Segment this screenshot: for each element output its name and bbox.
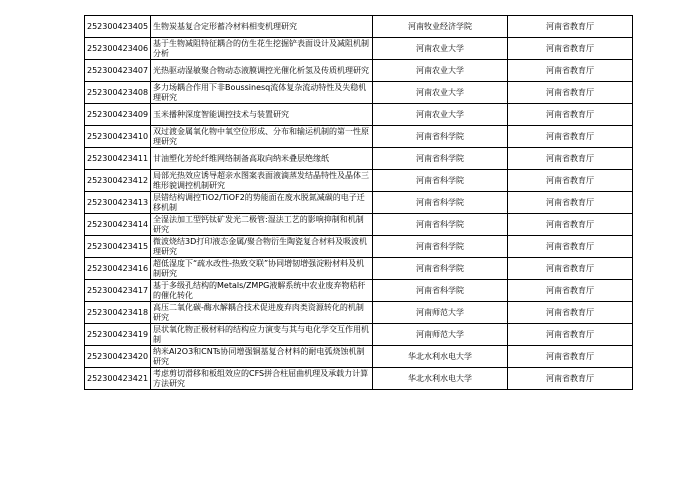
project-id-cell: 252300423412: [85, 170, 151, 192]
department-cell: 河南省教育厅: [508, 236, 633, 258]
department-cell: 河南省教育厅: [508, 258, 633, 280]
table-row: [85, 126, 633, 148]
department-cell: 河南省教育厅: [508, 214, 633, 236]
institution-cell: 河南农业大学: [373, 60, 508, 82]
project-title-cell: 超低湿度下“疏水改性-热致交联”协同增韧增强淀粉材料及机制研究: [151, 258, 373, 280]
project-title-cell: 层状氧化物正极材料的结构应力演变与其与电化学交互作用机制: [151, 324, 373, 346]
department-cell: 河南省教育厅: [508, 346, 633, 368]
department-cell: 河南省教育厅: [508, 324, 633, 346]
project-id-cell: 252300423405: [85, 16, 151, 38]
table-row: [85, 82, 633, 104]
project-title-cell: 层错结构调控TiO2/TiOF2的势能面在废水脱氮减碳的电子迁移机制: [151, 192, 373, 214]
table-row: [85, 280, 633, 302]
table-row: [85, 170, 633, 192]
institution-cell: 河南师范大学: [373, 302, 508, 324]
table-body: [85, 16, 633, 390]
department-cell: 河南省教育厅: [508, 126, 633, 148]
project-id-cell: 252300423413: [85, 192, 151, 214]
institution-cell: 河南省科学院: [373, 258, 508, 280]
table-row: [85, 214, 633, 236]
institution-cell: 河南省科学院: [373, 170, 508, 192]
table-row: [85, 324, 633, 346]
table-row: [85, 38, 633, 60]
department-cell: 河南省教育厅: [508, 368, 633, 390]
institution-cell: 华北水利水电大学: [373, 368, 508, 390]
project-id-cell: 252300423409: [85, 104, 151, 126]
project-title-cell: 光热驱动湿敏聚合物动态液膜调控光催化析氢及传质机理研究: [151, 60, 373, 82]
department-cell: 河南省教育厅: [508, 60, 633, 82]
project-title-cell: 玉米播种深度智能调控技术与装置研究: [151, 104, 373, 126]
project-id-cell: 252300423416: [85, 258, 151, 280]
institution-cell: 河南省科学院: [373, 280, 508, 302]
project-table: [84, 15, 633, 390]
project-title-cell: 生物炭基复合定形蓄冷材料相变机理研究: [151, 16, 373, 38]
project-id-cell: 252300423418: [85, 302, 151, 324]
project-title-cell: 全湿法加工型钙钛矿发光二极管:湿法工艺的影响抑制和机制研究: [151, 214, 373, 236]
table-row: [85, 258, 633, 280]
project-title-cell: 基于多级孔结构的Metals/ZMPG液解系统中农业废弃物秸秆的催化转化: [151, 280, 373, 302]
table-row: [85, 302, 633, 324]
institution-cell: 河南农业大学: [373, 38, 508, 60]
project-title-cell: 基于生物减阻特征耦合的仿生花生挖掘铲表面设计及减阻机制分析: [151, 38, 373, 60]
department-cell: 河南省教育厅: [508, 148, 633, 170]
department-cell: 河南省教育厅: [508, 192, 633, 214]
project-id-cell: 252300423411: [85, 148, 151, 170]
project-title-cell: 多力场耦合作用下非Boussinesq流体复杂流动特性及失稳机理研究: [151, 82, 373, 104]
table-row: [85, 368, 633, 390]
project-id-cell: 252300423408: [85, 82, 151, 104]
table-row: [85, 236, 633, 258]
project-id-cell: 252300423414: [85, 214, 151, 236]
institution-cell: 河南师范大学: [373, 324, 508, 346]
project-id-cell: 252300423420: [85, 346, 151, 368]
institution-cell: 华北水利水电大学: [373, 346, 508, 368]
table-row: [85, 148, 633, 170]
table-row: [85, 60, 633, 82]
table-row: [85, 16, 633, 38]
institution-cell: 河南农业大学: [373, 82, 508, 104]
project-id-cell: 252300423419: [85, 324, 151, 346]
project-id-cell: 252300423415: [85, 236, 151, 258]
institution-cell: 河南牧业经济学院: [373, 16, 508, 38]
institution-cell: 河南省科学院: [373, 148, 508, 170]
department-cell: 河南省教育厅: [508, 16, 633, 38]
project-title-cell: 考虑剪切滑移和板组效应的CFS拼合柱屈曲机理及承载力计算方法研究: [151, 368, 373, 390]
department-cell: 河南省教育厅: [508, 280, 633, 302]
department-cell: 河南省教育厅: [508, 170, 633, 192]
table-row: [85, 104, 633, 126]
project-title-cell: 甘油塑化芳纶纤维网络制备高取向纳米叠层绝缘纸: [151, 148, 373, 170]
department-cell: 河南省教育厅: [508, 302, 633, 324]
project-id-cell: 252300423421: [85, 368, 151, 390]
table-row: [85, 346, 633, 368]
project-title-cell: 双过渡金属氧化物中氧空位形成、分布和输运机制的第一性原理研究: [151, 126, 373, 148]
project-title-cell: 局部光热效应诱导超亲水图案表面液滴蒸发结晶特性及晶体三维形貌调控机制研究: [151, 170, 373, 192]
department-cell: 河南省教育厅: [508, 82, 633, 104]
institution-cell: 河南省科学院: [373, 126, 508, 148]
project-id-cell: 252300423406: [85, 38, 151, 60]
institution-cell: 河南省科学院: [373, 214, 508, 236]
table-row: [85, 192, 633, 214]
institution-cell: 河南省科学院: [373, 236, 508, 258]
project-title-cell: 纳米Al2O3和CNTs协同增强铜基复合材料的耐电弧烧蚀机制研究: [151, 346, 373, 368]
department-cell: 河南省教育厅: [508, 38, 633, 60]
institution-cell: 河南农业大学: [373, 104, 508, 126]
department-cell: 河南省教育厅: [508, 104, 633, 126]
project-id-cell: 252300423417: [85, 280, 151, 302]
project-id-cell: 252300423410: [85, 126, 151, 148]
project-title-cell: 高压二氧化碳-酶水解耦合技术促进废弃肉类资源转化的机制研究: [151, 302, 373, 324]
project-id-cell: 252300423407: [85, 60, 151, 82]
project-title-cell: 微波烧结3D打印液态金属/聚合物衍生陶瓷复合材料及吸波机理研究: [151, 236, 373, 258]
institution-cell: 河南省科学院: [373, 192, 508, 214]
